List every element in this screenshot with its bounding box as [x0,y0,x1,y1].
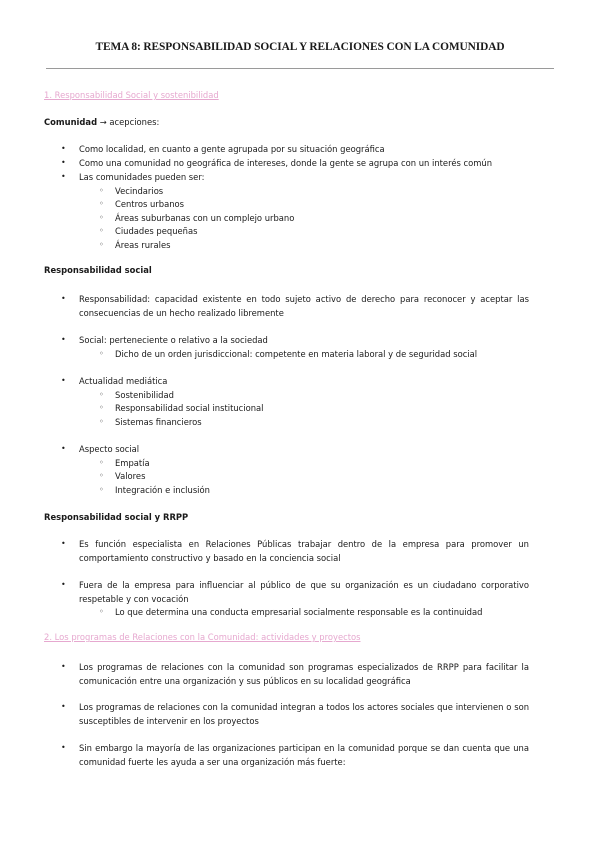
rs-heading: Responsabilidad social [44,265,152,275]
sub-list-item: ◦ Áreas rurales [115,238,170,252]
page-title: TEMA 8: RESPONSABILIDAD SOCIAL Y RELACIONES CON LA COMUNIDAD [95,41,505,53]
sub-list-item: ◦ Dicho de un orden jurisdiccional: competente en materia laboral y de seguridad social [115,347,477,361]
title-divider [46,68,554,69]
comunidad-rest: → acepciones: [97,117,160,127]
list-item: • Los programas de relaciones con la comunidad integran a todos los actores sociales que intervienen o son susceptibles de intervenir en los proyectos [79,700,529,728]
comunidad-heading [44,117,159,127]
list-item: • Fuera de la empresa para influenciar al público de que su organización es un ciudadano corporativo respetable y con vocación [79,578,529,606]
section-1-link[interactable]: 1. Responsabilidad Social y sostenibilidad [44,90,219,100]
sub-list-item: ◦ Lo que determina una conducta empresarial socialmente responsable es la continuidad [115,605,482,619]
list-item: • Responsabilidad: capacidad existente en todo sujeto activo de derecho para reconocer y aceptar las consecuencias de un hecho realizado libremente [79,292,529,320]
list-item: • Como localidad, en cuanto a gente agrupada por su situación geográfica [79,142,385,156]
list-item: • Las comunidades pueden ser: [79,170,204,184]
rrpp-heading: Responsabilidad social y RRPP [44,512,189,522]
list-item: • Actualidad mediática [79,374,167,388]
sub-list-item: ◦ Integración e inclusión [115,483,210,497]
list-item: • Sin embargo la mayoría de las organizaciones participan en la comunidad porque se dan cuenta que una comunidad fuerte les ayuda a ser una organización más fuerte: [79,741,529,769]
section-2-link[interactable]: 2. Los programas de Relaciones con la Comunidad: actividades y proyectos [44,632,361,642]
sub-list-item: ◦ Vecindarios [115,184,163,198]
list-item: • Es función especialista en Relaciones Públicas trabajar dentro de la empresa para promover un comportamiento constructivo y basado en la conciencia social [79,537,529,565]
sub-list-item: ◦ Valores [115,469,145,483]
sub-list-item: ◦ Centros urbanos [115,197,184,211]
sub-list-item: ◦ Sistemas financieros [115,415,202,429]
comunidad-label: Comunidad [44,117,98,127]
list-item: • Aspecto social [79,442,139,456]
sub-list-item: ◦ Empatía [115,456,150,470]
sub-list-item: ◦ Responsabilidad social institucional [115,401,264,415]
list-item: • Como una comunidad no geográfica de intereses, donde la gente se agrupa con un interés común [79,156,492,170]
sub-list-item: ◦ Áreas suburbanas con un complejo urbano [115,211,294,225]
sub-list-item: ◦ Sostenibilidad [115,388,174,402]
list-item: • Social: perteneciente o relativo a la sociedad [79,333,268,347]
sub-list-item: ◦ Ciudades pequeñas [115,224,197,238]
list-item: • Los programas de relaciones con la comunidad son programas especializados de RRPP para facilitar la comunicación entre una organización y sus públicos en su localidad geográfica [79,660,529,688]
